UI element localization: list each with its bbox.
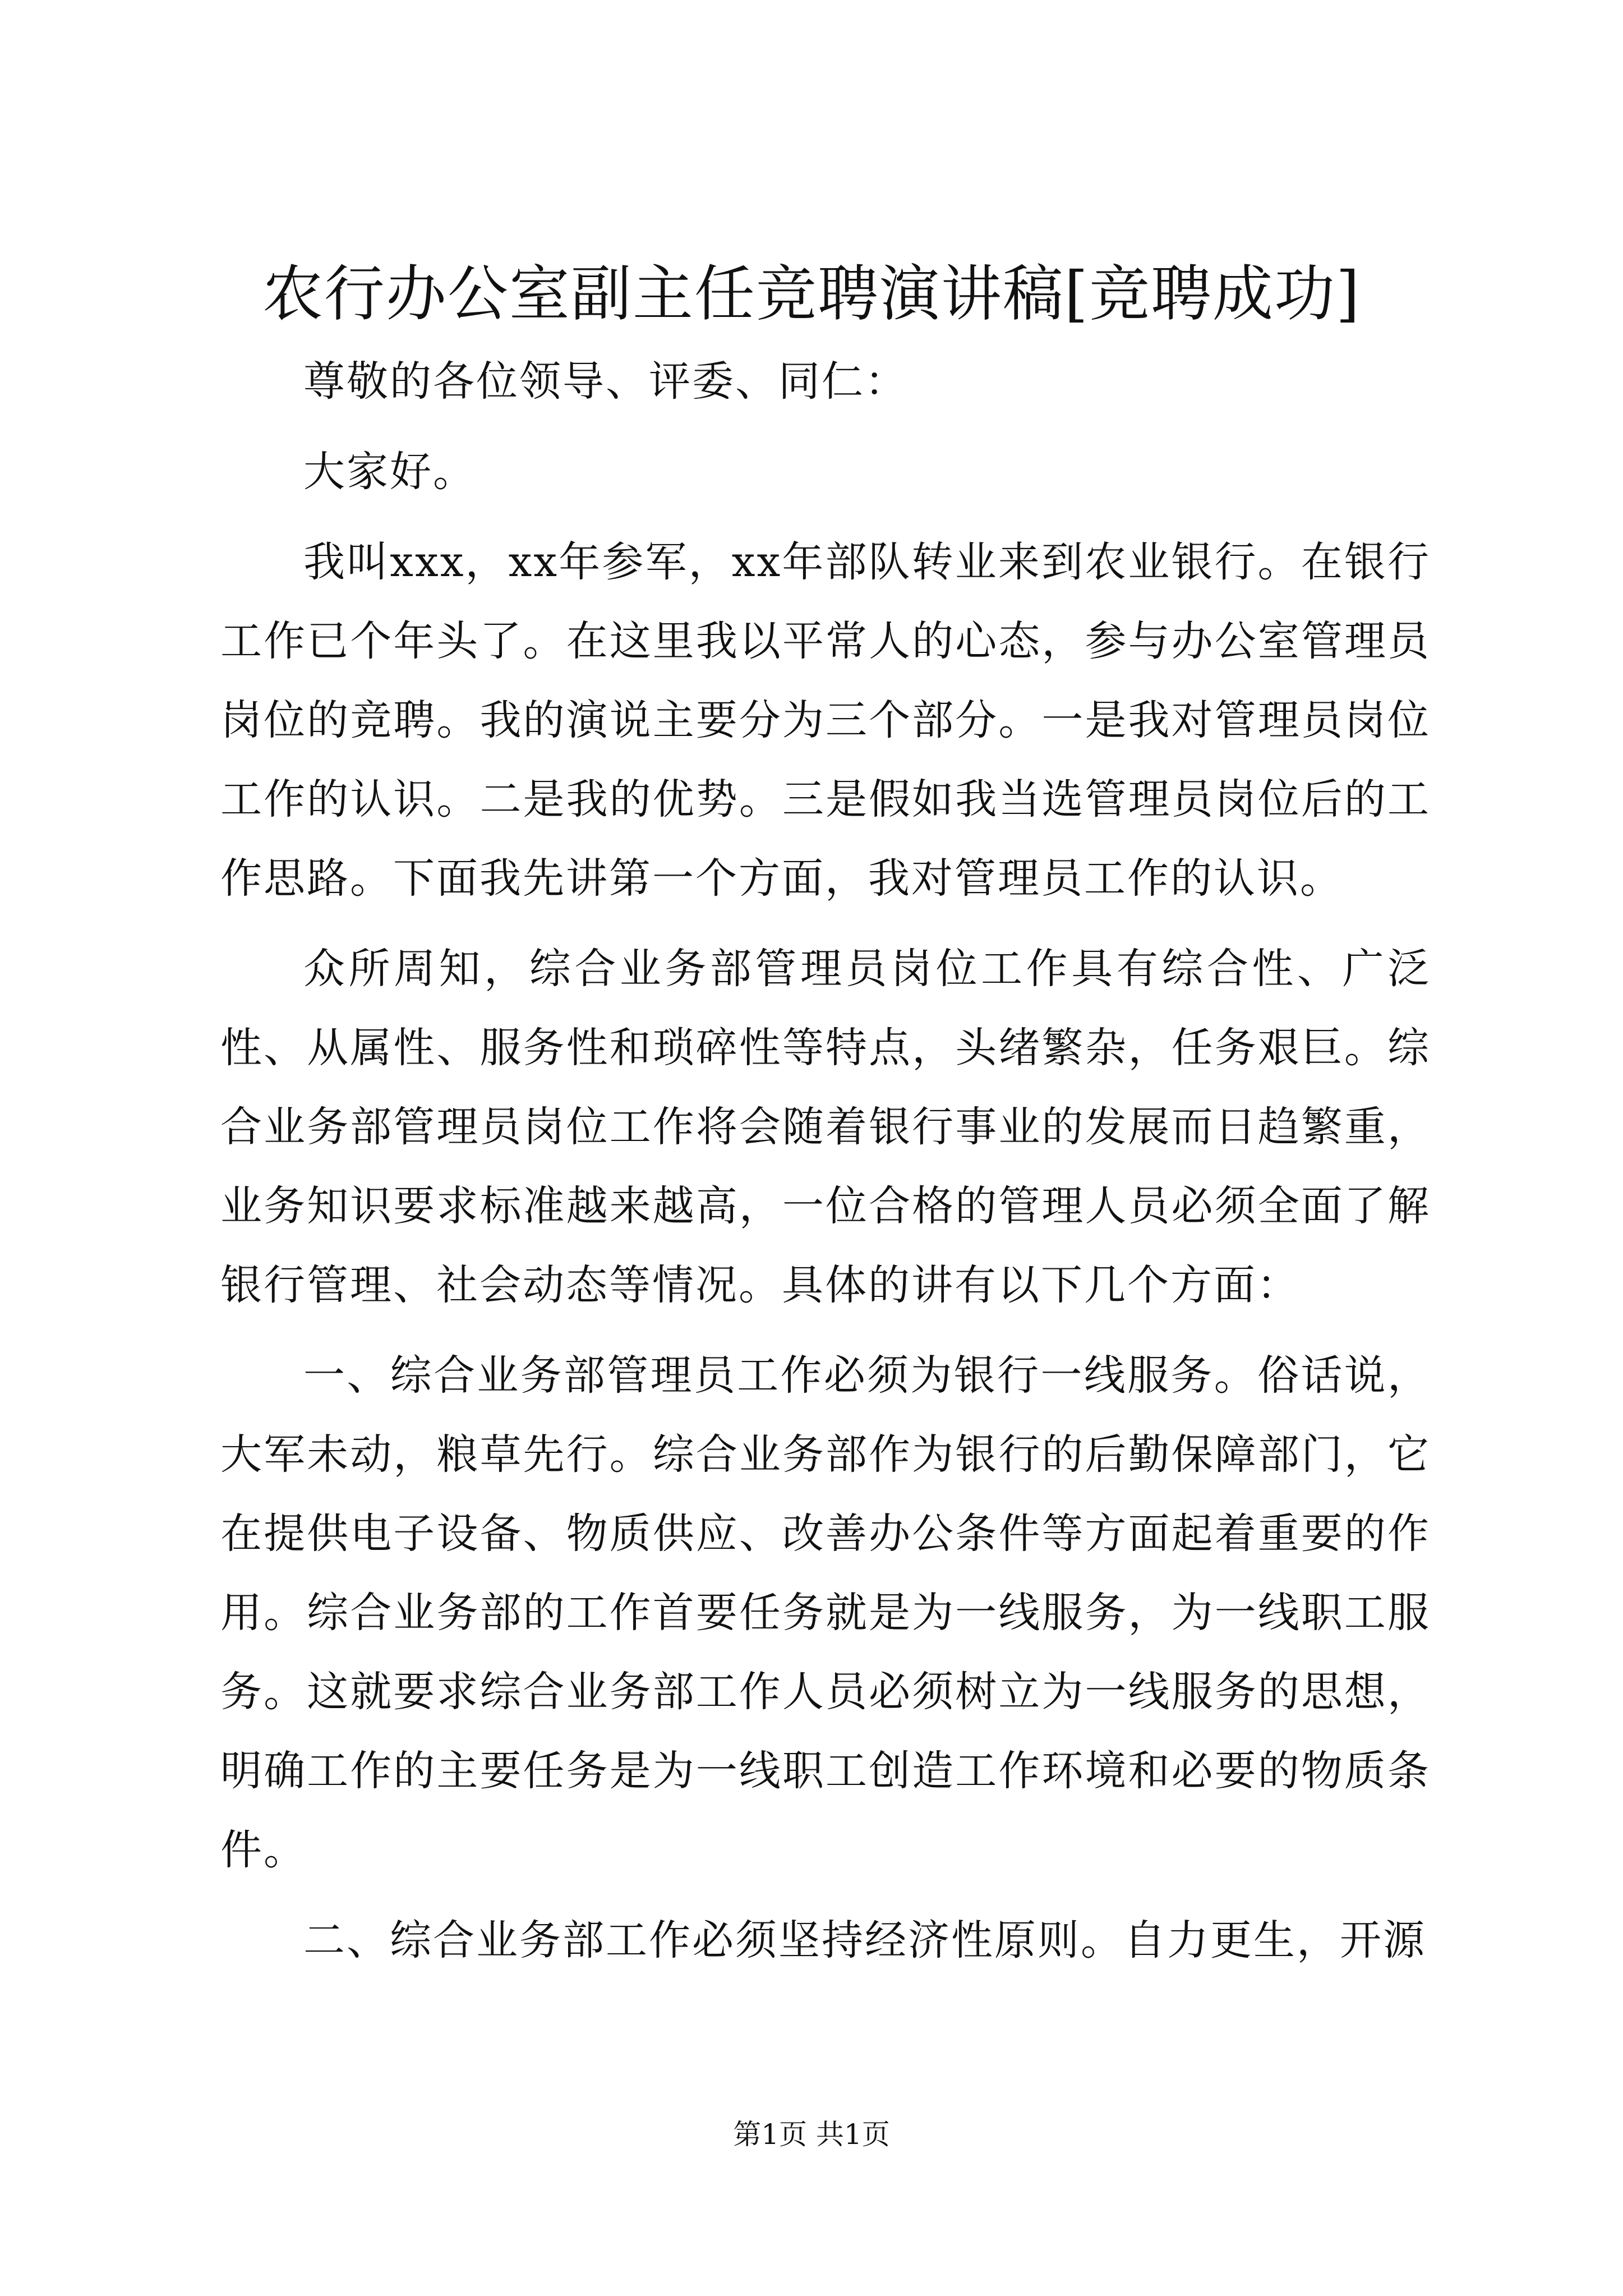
body-paragraph: 二、综合业务部工作必须坚持经济性原则。自力更生，开源 (303, 1916, 1426, 1964)
body-paragraph: 众所周知，综合业务部管理员岗位工作具有综合性、广泛性、从属性、服务性和琐碎性等特点，头绪繁杂，任务艰巨。综合业务部管理员岗位工作将会随着银行事业的发展而日趋繁重，业务知识要求标准越来越高，一位合格的管理人员必须全面了解银行管理、社会动态等情况。具体的讲有以下几个方面： (220, 945, 1431, 1309)
document-body (220, 342, 1431, 1980)
page-number-footer: 第1页 共1页 (733, 2118, 890, 2151)
salutation-paragraph: 尊敬的各位领导、评委、同仁： (303, 357, 908, 406)
body-paragraph: 一、综合业务部管理员工作必须为银行一线服务。俗话说，大军未动，粮草先行。综合业务部作为银行的后勤保障部门，它在提供电子设备、物质供应、改善办公条件等方面起着重要的作用。综合业务部的工作首要任务就是为一线服务，为一线职工服务。这就要求综合业务部工作人员必须树立为一线服务的思想，明确工作的主要任务是为一线职工创造工作环境和必要的物质条件。 (220, 1351, 1431, 1874)
document-title: 农行办公室副主任竞聘演讲稿[竞聘成功] (262, 259, 1361, 329)
body-paragraph: 我叫xxx，xx年参军，xx年部队转业来到农业银行。在银行工作已个年头了。在这里我以平常人的心态，参与办公室管理员岗位的竞聘。我的演说主要分为三个部分。一是我对管理员岗位工作的认识。二是我的优势。三是假如我当选管理员岗位后的工作思路。下面我先讲第一个方面，我对管理员工作的认识。 (220, 538, 1431, 903)
greeting-paragraph: 大家好。 (303, 448, 476, 496)
